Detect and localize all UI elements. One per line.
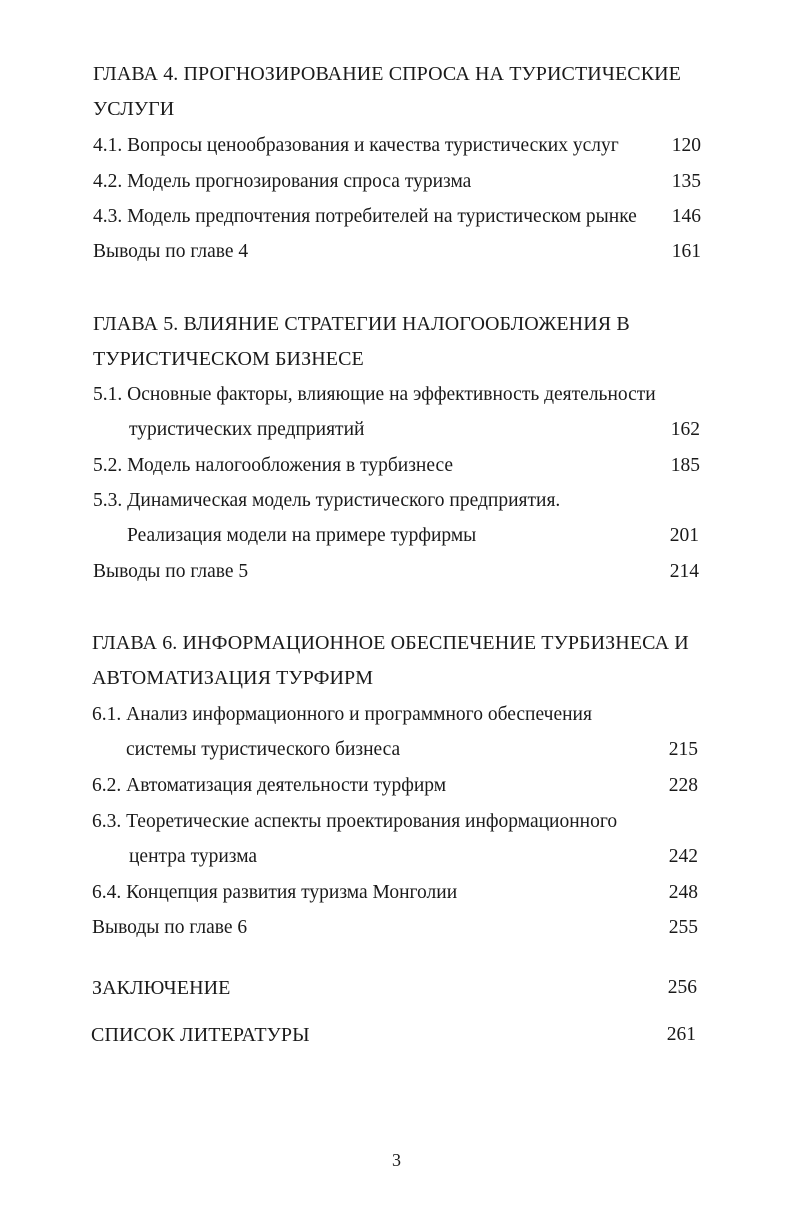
toc-entry-6-3-line-1: 6.3. Теоретические аспекты проектирования информационного — [92, 811, 618, 832]
toc-page-summary-4: 161 — [671, 241, 701, 262]
toc-entry-6-1-line-2: системы туристического бизнеса — [126, 739, 401, 760]
toc-entry-5-3-line-1: 5.3. Динамическая модель туристического предприятия. — [93, 490, 561, 511]
chapter-6-title-line-1: ГЛАВА 6. ИНФОРМАЦИОННОЕ ОБЕСПЕЧЕНИЕ ТУРБИЗНЕСА И — [92, 632, 689, 654]
toc-entry-4-3: 4.3. Модель предпочтения потребителей на туристическом рынке — [93, 206, 637, 227]
toc-entry-5-1-line-2: туристических предприятий — [129, 419, 365, 440]
toc-entry-4-2: 4.2. Модель прогнозирования спроса туризма — [93, 171, 472, 192]
chapter-5-title-line-2: ТУРИСТИЧЕСКОМ БИЗНЕСЕ — [93, 348, 364, 370]
toc-page-summary-6: 255 — [668, 917, 698, 938]
toc-page-6-4: 248 — [668, 882, 698, 903]
toc-page-6-2: 228 — [668, 775, 698, 796]
toc-conclusion: ЗАКЛЮЧЕНИЕ — [92, 977, 231, 999]
toc-entry-5-3-line-2: Реализация модели на примере турфирмы — [127, 525, 477, 546]
toc-entry-6-3-line-2: центра туризма — [129, 846, 258, 867]
toc-page-references: 261 — [666, 1024, 696, 1045]
toc-entry-6-4: 6.4. Концепция развития туризма Монголии — [92, 882, 458, 903]
toc-page-summary-5: 214 — [669, 561, 699, 582]
toc-page-4-1: 120 — [671, 135, 701, 156]
page-number: 3 — [392, 1150, 401, 1170]
toc-page-5-2: 185 — [670, 455, 700, 476]
toc-page-5-3: 201 — [669, 525, 699, 546]
toc-page-4-3: 146 — [671, 206, 701, 227]
chapter-4-title-line-2: УСЛУГИ — [93, 98, 175, 120]
toc-summary-4: Выводы по главе 4 — [93, 241, 249, 262]
toc-summary-5: Выводы по главе 5 — [93, 561, 249, 582]
chapter-6-title-line-2: АВТОМАТИЗАЦИЯ ТУРФИРМ — [92, 667, 374, 689]
chapter-4-title-line-1: ГЛАВА 4. ПРОГНОЗИРОВАНИЕ СПРОСА НА ТУРИСТИЧЕСКИЕ — [93, 63, 682, 85]
toc-entry-4-1: 4.1. Вопросы ценообразования и качества туристических услуг — [93, 135, 619, 156]
toc-entry-5-1-line-1: 5.1. Основные факторы, влияющие на эффективность деятельности — [93, 384, 656, 405]
toc-page-6-1: 215 — [668, 739, 698, 760]
toc-page-5-1: 162 — [670, 419, 700, 440]
toc-entry-5-2: 5.2. Модель налогообложения в турбизнесе — [93, 455, 454, 476]
toc-entry-6-2: 6.2. Автоматизация деятельности турфирм — [92, 775, 447, 796]
toc-page-4-2: 135 — [671, 171, 701, 192]
toc-references: СПИСОК ЛИТЕРАТУРЫ — [91, 1024, 310, 1046]
toc-page-conclusion: 256 — [667, 977, 697, 998]
chapter-5-title-line-1: ГЛАВА 5. ВЛИЯНИЕ СТРАТЕГИИ НАЛОГООБЛОЖЕНИЯ В — [93, 313, 630, 335]
toc-entry-6-1-line-1: 6.1. Анализ информационного и программного обеспечения — [92, 704, 592, 725]
toc-page-6-3: 242 — [668, 846, 698, 867]
toc-summary-6: Выводы по главе 6 — [92, 917, 248, 938]
